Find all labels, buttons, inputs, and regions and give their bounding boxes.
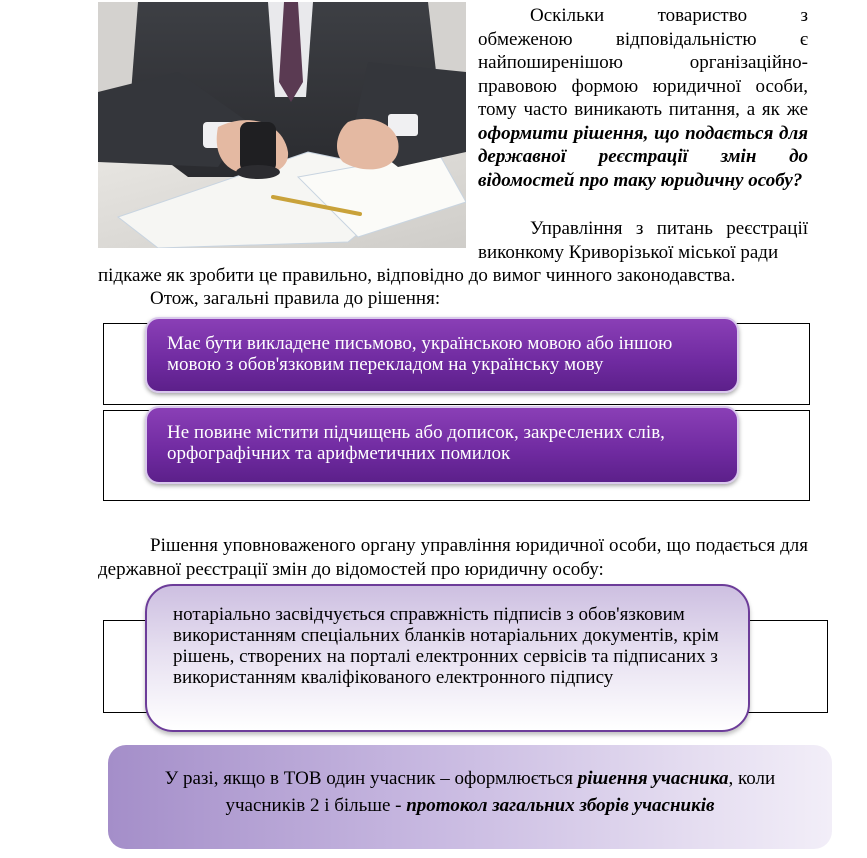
decision-intro: Рішення уповноваженого органу управління юридичної особи, що подається для державної реєстрації змін до відомостей про юридичну особу: [98, 535, 808, 580]
note-part1: У разі, якщо в ТОВ один учасник – оформлюється [164, 768, 578, 789]
hands-stamping-document-icon [98, 2, 466, 248]
notary-text: нотаріально засвідчується справжність підписів з обов'язковим використанням спеціальних бланків нотаріальних документів, крім рішень, створених на порталі електронних сервісів та підписаних з використанням кваліфікованого електронного підпису [173, 604, 719, 688]
intro-lead: Оскільки товариство з обмеженою відповідальністю є найпоширенішою організаційно-правовою формою юридичної особи, тому часто виникають питання, а як же [478, 5, 808, 120]
rule-1-text: Має бути викладене письмово, українською мовою або іншою мовою з обов'язковим перекладом на українську мову [167, 333, 673, 375]
note-banner [108, 745, 832, 849]
rules-intro: Отож, загальні правила до рішення: [150, 288, 441, 309]
notary-box [145, 584, 750, 732]
intro-emphasis: оформити рішення, що подається для державної реєстрації змін до відомостей про таку юридичну особу? [478, 122, 808, 191]
rule-2-text: Не повине містити підчищень або дописок, закреслених слів, орфографічних та арифметичних помилок [167, 422, 665, 464]
note-part2: , коли учасників 2 і більше - [225, 768, 776, 816]
advice-part2: підкаже як зробити це правильно, відповідно до вимог чинного законодавства. [98, 265, 736, 286]
stamp-photo [98, 2, 466, 248]
rule-2-box [145, 406, 739, 484]
intro-paragraph [478, 4, 808, 192]
note-bold2: протокол загальних зборів учасників [406, 795, 715, 816]
rule-1-box [145, 317, 739, 393]
advice-part1: Управління з питань реєстрації виконкому Криворізької міської ради [478, 218, 808, 263]
note-bold1: рішення учасника [577, 768, 729, 789]
